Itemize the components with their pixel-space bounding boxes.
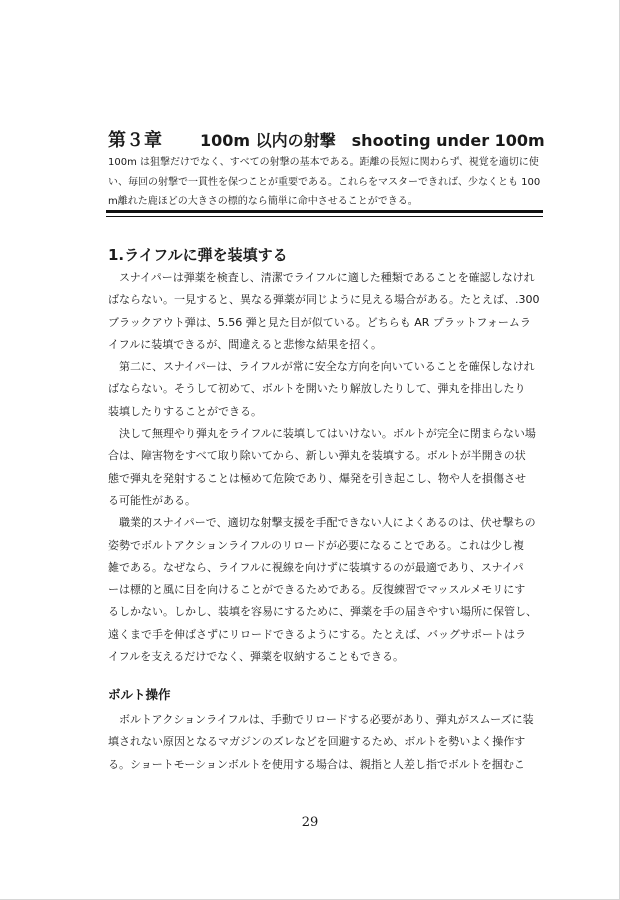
- body-line: スナイパーは弾薬を検査し、清潔でライフルに適した種類であることを確認しなけれ: [108, 271, 535, 284]
- body-line: る可能性がある。: [108, 493, 196, 507]
- divider-thin: [106, 216, 543, 217]
- body-line: ブラックアウト弾は、5.56 弾と見た目が似ている。どちらも AR プラットフォームラ: [108, 315, 531, 329]
- intro-line: m離れた鹿ほどの大きさの標的なら簡単に命中させることができる。: [108, 196, 418, 207]
- subsection-body: [108, 709, 542, 776]
- body-line: 遠くまで手を伸ばさずにリロードできるようにする。たとえば、バッグサポートはラ: [108, 627, 526, 641]
- section-heading: 1.ライフルに弾を装填する: [108, 246, 288, 264]
- body-line: 合は、障害物をすべて取り除いてから、新しい弾丸を装填する。ボルトが半開きの状: [108, 449, 526, 463]
- intro-line: 100m は狙撃だけでなく、すべての射撃の基本である。距離の長短に関わらず、視覚を適切に使: [108, 157, 539, 168]
- chapter-header: [108, 126, 544, 152]
- body-line: 填されない原因となるマガジンのズレなどを回避するため、ボルトを勢いよく操作す: [108, 735, 526, 749]
- body-line: 態で弾丸を発射することは極めて危険であり、爆発を引き起こし、物や人を損傷させ: [108, 471, 526, 485]
- divider-thick: [106, 210, 543, 213]
- body-line: 職業的スナイパーで、適切な射撃支援を手配できない人によくあるのは、伏せ撃ちの: [108, 516, 536, 530]
- page-number: 29: [301, 815, 319, 830]
- intro-line: い、毎回の射撃で一貫性を保つことが重要である。これらをマスターできれば、少なくとも 100: [108, 176, 541, 188]
- body-line: 姿勢でボルトアクションライフルのリロードが必要になることである。これは少し複: [108, 538, 525, 552]
- body-line: 第二に、スナイパーは、ライフルが常に安全な方向を向いていることを確保しなけれ: [108, 360, 535, 374]
- body-line: ばならない。そうして初めて、ボルトを開いたり解放したりして、弾丸を排出したり: [108, 382, 526, 396]
- chapter-title-english: shooting under 100m: [351, 131, 545, 150]
- body-line: 雑である。なぜなら、ライフルに視線を向けずに装填するのが最適であり、スナイパ: [108, 560, 524, 574]
- body-line: ーは標的と風に目を向けることができるためである。反復練習でマッスルメモリにす: [108, 583, 526, 597]
- chapter-label: 第３章: [108, 130, 162, 151]
- section-body: [108, 267, 542, 668]
- body-line: ばならない。一見すると、異なる弾薬が同じように見える場合がある。たとえば、.300: [108, 293, 540, 307]
- chapter-intro: [108, 153, 542, 212]
- body-line: 装填したりすることができる。: [108, 404, 262, 418]
- body-line: る。ショートモーションボルトを使用する場合は、親指と人差し指でボルトを掴むこ: [108, 757, 525, 771]
- body-line: イフルを支えるだけでなく、弾薬を収納することもできる。: [108, 650, 405, 664]
- body-line: イフルに装填できるが、間違えると悲惨な結果を招く。: [108, 337, 383, 351]
- chapter-title: 100m 以内の射撃: [200, 131, 336, 150]
- subsection-heading: ボルト操作: [108, 687, 171, 702]
- body-line: るしかない。しかし、装填を容易にするために、弾薬を手の届きやすい場所に保管し、: [108, 605, 537, 619]
- body-line: ボルトアクションライフルは、手動でリロードする必要があり、弾丸がスムーズに装: [108, 713, 534, 726]
- body-line: 決して無理やり弾丸をライフルに装填してはいけない。ボルトが完全に閉まらない場: [108, 427, 536, 441]
